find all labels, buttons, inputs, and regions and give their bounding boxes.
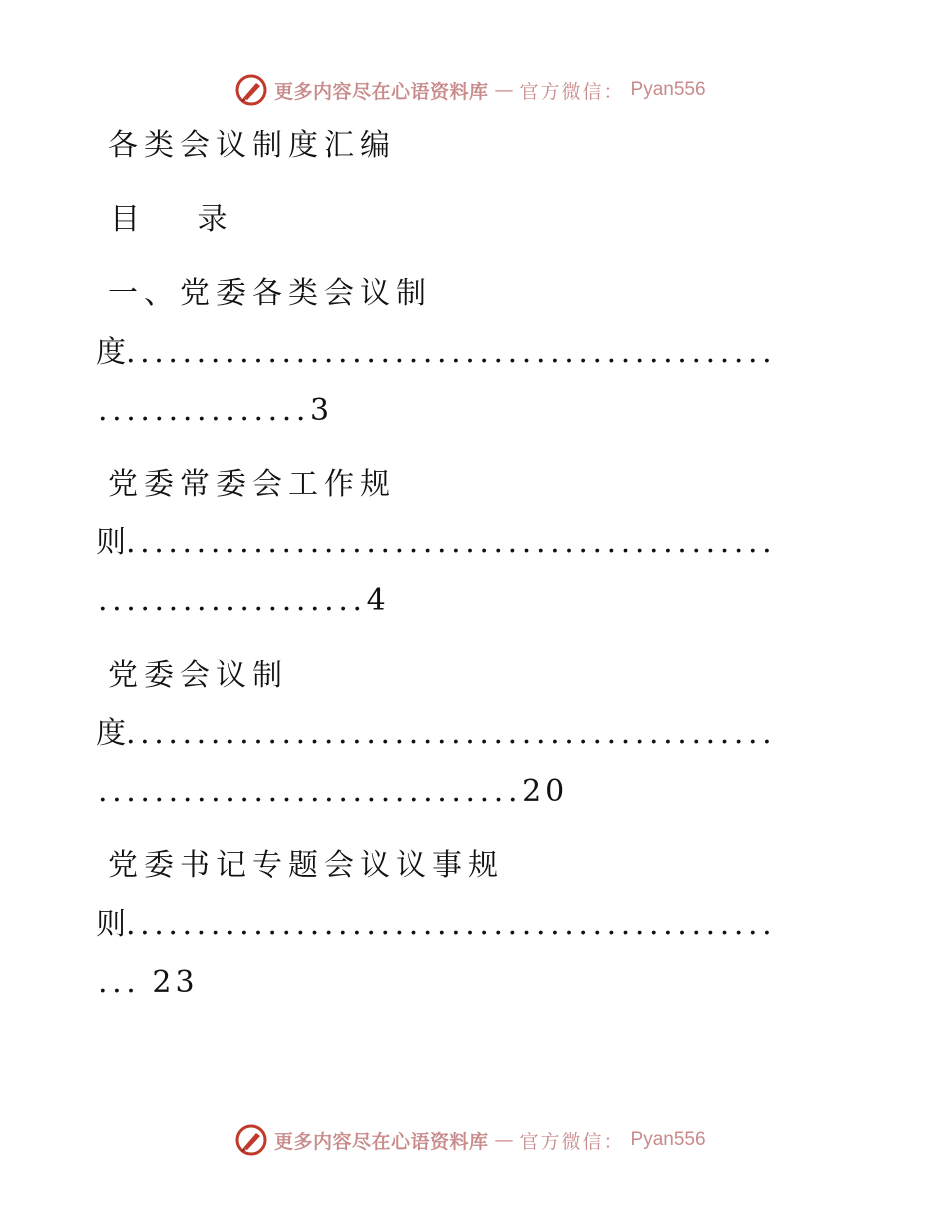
toc-entry-leader <box>96 335 841 371</box>
toc-entry-title: 一、党委各类会议制 <box>108 276 432 311</box>
toc-dot-leader: ... <box>98 965 141 1000</box>
header-banner <box>234 72 706 108</box>
toc-entry-lead-char: 则 <box>96 907 126 942</box>
toc-dot-leader: .............................. <box>98 774 523 809</box>
toc-entry-lead-char: 则 <box>96 525 126 560</box>
toc-entry-lead-char: 度 <box>96 716 126 751</box>
toc-dot-leader: .............................................. <box>126 525 777 560</box>
pen-logo-icon <box>234 73 268 107</box>
footer-banner <box>234 1122 706 1158</box>
banner-wechat-label: 官方微信： <box>519 1130 625 1153</box>
document-title: 各类会议制度汇编 <box>108 128 396 163</box>
toc-entry-leader <box>96 525 841 561</box>
toc-entry-continuation <box>98 774 568 810</box>
banner-wechat-id: Pyan556 <box>630 79 706 100</box>
banner-dash: — <box>494 1129 514 1151</box>
toc-page-number: 23 <box>152 965 199 1000</box>
toc-page-number: 3 <box>310 393 334 428</box>
toc-entry-continuation <box>98 393 333 429</box>
banner-wechat-label: 官方微信： <box>519 80 625 103</box>
banner-wechat-id: Pyan556 <box>630 1129 706 1150</box>
toc-dot-leader: .............................................. <box>126 907 777 942</box>
toc-dot-leader: ................... <box>98 583 367 618</box>
banner-dash: — <box>494 79 514 101</box>
banner-tagline: 更多内容尽在心语资料库 <box>274 1130 489 1153</box>
toc-dot-leader: .............................................. <box>126 335 777 370</box>
toc-dot-leader: ............... <box>98 393 311 428</box>
toc-entry-title: 党委常委会工作规 <box>108 467 396 502</box>
pen-logo-icon <box>234 1123 268 1157</box>
toc-entry-continuation <box>98 965 199 1001</box>
toc-dot-leader: .............................................. <box>126 716 777 751</box>
toc-entry-title: 党委书记专题会议议事规 <box>108 848 504 883</box>
toc-entry-title: 党委会议制 <box>108 658 288 693</box>
toc-page-number: 4 <box>366 583 390 618</box>
toc-heading: 目 录 <box>110 202 252 237</box>
toc-entry-leader <box>96 716 841 752</box>
toc-entry-leader <box>96 907 841 943</box>
banner-tagline: 更多内容尽在心语资料库 <box>274 80 489 103</box>
toc-page-number: 20 <box>522 774 569 809</box>
toc-entry-continuation <box>98 583 390 619</box>
toc-entry-lead-char: 度 <box>96 335 126 370</box>
